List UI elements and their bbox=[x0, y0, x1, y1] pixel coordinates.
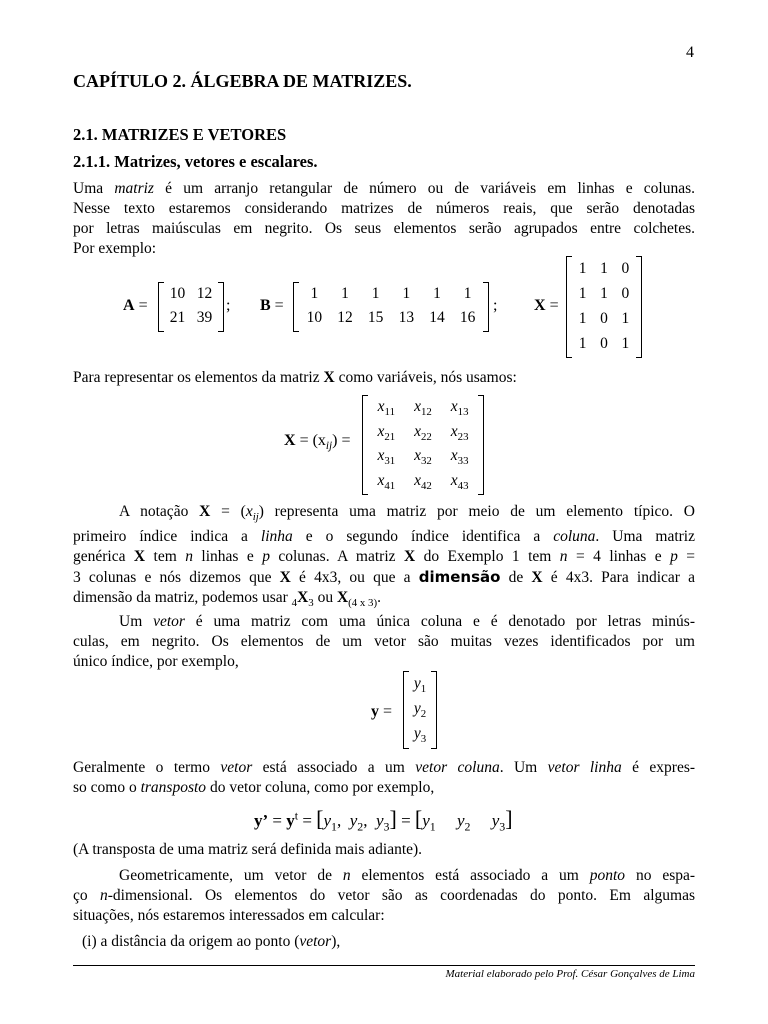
bracket-serif bbox=[636, 357, 642, 358]
matrix-x-variables-cell: $x_{41}$ bbox=[377, 471, 396, 492]
matrix-x-cell: 0 bbox=[600, 309, 608, 327]
bracket-serif bbox=[218, 282, 224, 283]
matrix-x-cell: 1 bbox=[600, 284, 608, 302]
matrix-x-cell: 1 bbox=[578, 334, 587, 352]
transpose-equation: y’ = $y^t = [y_1$, $y_2$, $y_3] = [y_1$ $y_2$ $y_3$] bbox=[254, 806, 513, 834]
chapter-title: CAPÍTULO 2. ÁLGEBRA DE MATRIZES. bbox=[73, 71, 412, 91]
bracket-serif bbox=[293, 331, 299, 332]
matrix-x-variables-cell: $x_{23}$ bbox=[450, 422, 469, 443]
matrix-x-variables-cell: $x_{11}$ bbox=[377, 398, 395, 419]
matrix-x-variables-cell: $x_{12}$ bbox=[414, 398, 432, 419]
bracket-serif bbox=[403, 748, 409, 749]
bracket-serif bbox=[158, 331, 164, 332]
matrix-a-cell: 10 bbox=[169, 285, 186, 302]
matrix-b-cell: 10 bbox=[306, 309, 323, 326]
matrix-x-cell: 1 bbox=[578, 259, 587, 277]
matrix-x-variables-cell: $x_{42}$ bbox=[414, 471, 432, 492]
matrix-x-cell: 1 bbox=[621, 309, 630, 327]
matrix-x-label: X bbox=[534, 297, 546, 314]
paragraph-vector: Um vetor é uma matriz com uma única coluna e é denotado por letras minús- culas, em negrito. Os elementos de um vetor são muitas vezes identificados por um único índice, por exemplo, bbox=[73, 613, 696, 670]
matrix-b-cell: 1 bbox=[310, 285, 319, 302]
bracket-serif bbox=[158, 282, 164, 283]
paragraph-intro: Uma matriz é um arranjo retangular de número ou de variáveis em linhas e colunas. Nesse texto estaremos considerando matrizes de números reais, que serão denotadas por letras maiúsculas em negrito. Os seus elementos serão agrupados entre colchetes. Por exemplo: bbox=[73, 180, 695, 257]
paragraph-transpose-note: (A transposta de uma matriz será definida mais adiante). bbox=[73, 841, 423, 858]
paragraph-row-vector: Geralmente o termo vetor está associado a um vetor coluna. Um vetor linha é expres- so como o transposto do vetor coluna, como por exemplo, bbox=[73, 759, 696, 796]
matrix-a-cell: 21 bbox=[169, 309, 186, 326]
bracket-serif bbox=[431, 671, 437, 672]
matrix-b-cell: 1 bbox=[402, 285, 411, 302]
matrix-a-label: A bbox=[123, 297, 135, 314]
matrix-a-cell: 12 bbox=[196, 285, 213, 302]
matrix-x-cell: 0 bbox=[600, 334, 608, 352]
paragraph-notation: A notação $X = (x_{ij})$ representa uma matriz por meio de um elemento típico. O primeiro índice indica a linha e o segundo índice identifica a coluna. Uma matriz genérica X tem n linhas e p colunas. A matriz X do Exemplo 1 tem n = 4 linhas e p = 3 colunas e nós dizemos que X é 4x3, ou que a dimensão de X é 4x3. Para indicar a dimensão da matriz, podemos usar $_4X_3$ ou $X_{(4 x 3)}$. bbox=[73, 503, 695, 610]
matrix-x-cell: 1 bbox=[600, 259, 608, 277]
bracket-serif bbox=[431, 748, 437, 749]
matrix-x-cell: 1 bbox=[578, 309, 587, 327]
list-item-i: (i) a distância da origem ao ponto (vetor), bbox=[82, 933, 341, 950]
vector-y-brackets bbox=[403, 672, 437, 748]
matrix-b-cell: 1 bbox=[371, 285, 380, 302]
bracket-serif bbox=[218, 331, 224, 332]
footer-rule bbox=[73, 965, 695, 966]
page-number: 4 bbox=[686, 44, 694, 61]
matrix-x-cell: 1 bbox=[578, 284, 587, 302]
matrix-b-cell: 14 bbox=[429, 309, 445, 326]
matrix-x-cell: 0 bbox=[621, 259, 630, 277]
matrix-b-brackets bbox=[293, 283, 489, 331]
matrix-a-brackets bbox=[158, 283, 224, 331]
matrix-x-variables-cell: $x_{21}$ bbox=[377, 422, 396, 443]
vector-y-cell: $y_1$ bbox=[413, 674, 427, 695]
subsection-title: 2.1.1. Matrizes, vetores e escalares. bbox=[73, 152, 318, 171]
matrix-b-cell: 1 bbox=[341, 285, 349, 302]
bracket-serif bbox=[362, 395, 368, 396]
bracket-serif bbox=[566, 256, 572, 257]
matrix-b-cell: 15 bbox=[367, 309, 384, 326]
matrix-b-label: B bbox=[260, 297, 271, 314]
paragraph-variables: Para representar os elementos da matriz X como variáveis, nós usamos: bbox=[73, 369, 517, 386]
matrix-b-cell: 1 bbox=[463, 285, 472, 302]
bracket-serif bbox=[293, 282, 299, 283]
vector-y-cell: $y_3$ bbox=[413, 725, 427, 746]
bracket-serif bbox=[403, 671, 409, 672]
bracket-serif bbox=[478, 494, 484, 495]
matrix-x-variables-brackets bbox=[362, 396, 484, 494]
matrix-b-cell: 12 bbox=[337, 309, 353, 326]
matrix-b-cell: 13 bbox=[398, 309, 415, 326]
matrix-x-cell: 0 bbox=[621, 284, 630, 302]
vector-y-cell: $y_2$ bbox=[413, 700, 427, 721]
matrix-x-cell: 1 bbox=[621, 334, 630, 352]
matrix-x-variables-cell: $x_{13}$ bbox=[450, 398, 469, 419]
bracket-serif bbox=[636, 256, 642, 257]
matrix-x-variables-cell: $x_{22}$ bbox=[414, 422, 432, 443]
matrix-a-cell: 39 bbox=[196, 309, 213, 326]
matrix-x-brackets bbox=[566, 257, 642, 357]
paragraph-geometry: Geometricamente, um vetor de n elementos está associado a um ponto no espa- ço n-dimensional. Os elementos do vetor são as coordenadas do ponto. Em algumas situações, nós estaremos interessados em calcular: bbox=[73, 867, 696, 924]
matrix-x-variables-cell: $x_{33}$ bbox=[450, 447, 469, 468]
matrix-x-variables-cell: $x_{31}$ bbox=[377, 447, 396, 468]
matrix-b-cell: 16 bbox=[459, 309, 476, 326]
bracket-serif bbox=[483, 282, 489, 283]
matrix-x-variables-cell: $x_{32}$ bbox=[414, 447, 432, 468]
bracket-serif bbox=[362, 494, 368, 495]
bracket-serif bbox=[566, 357, 572, 358]
bracket-serif bbox=[483, 331, 489, 332]
bracket-serif bbox=[478, 395, 484, 396]
matrix-x-variables-cell: $x_{43}$ bbox=[450, 471, 469, 492]
footer-credit: Material elaborado pelo Prof. César Gonçalves de Lima bbox=[445, 968, 695, 980]
section-title: 2.1. MATRIZES E VETORES bbox=[73, 125, 287, 144]
matrix-b-cell: 1 bbox=[433, 285, 441, 302]
